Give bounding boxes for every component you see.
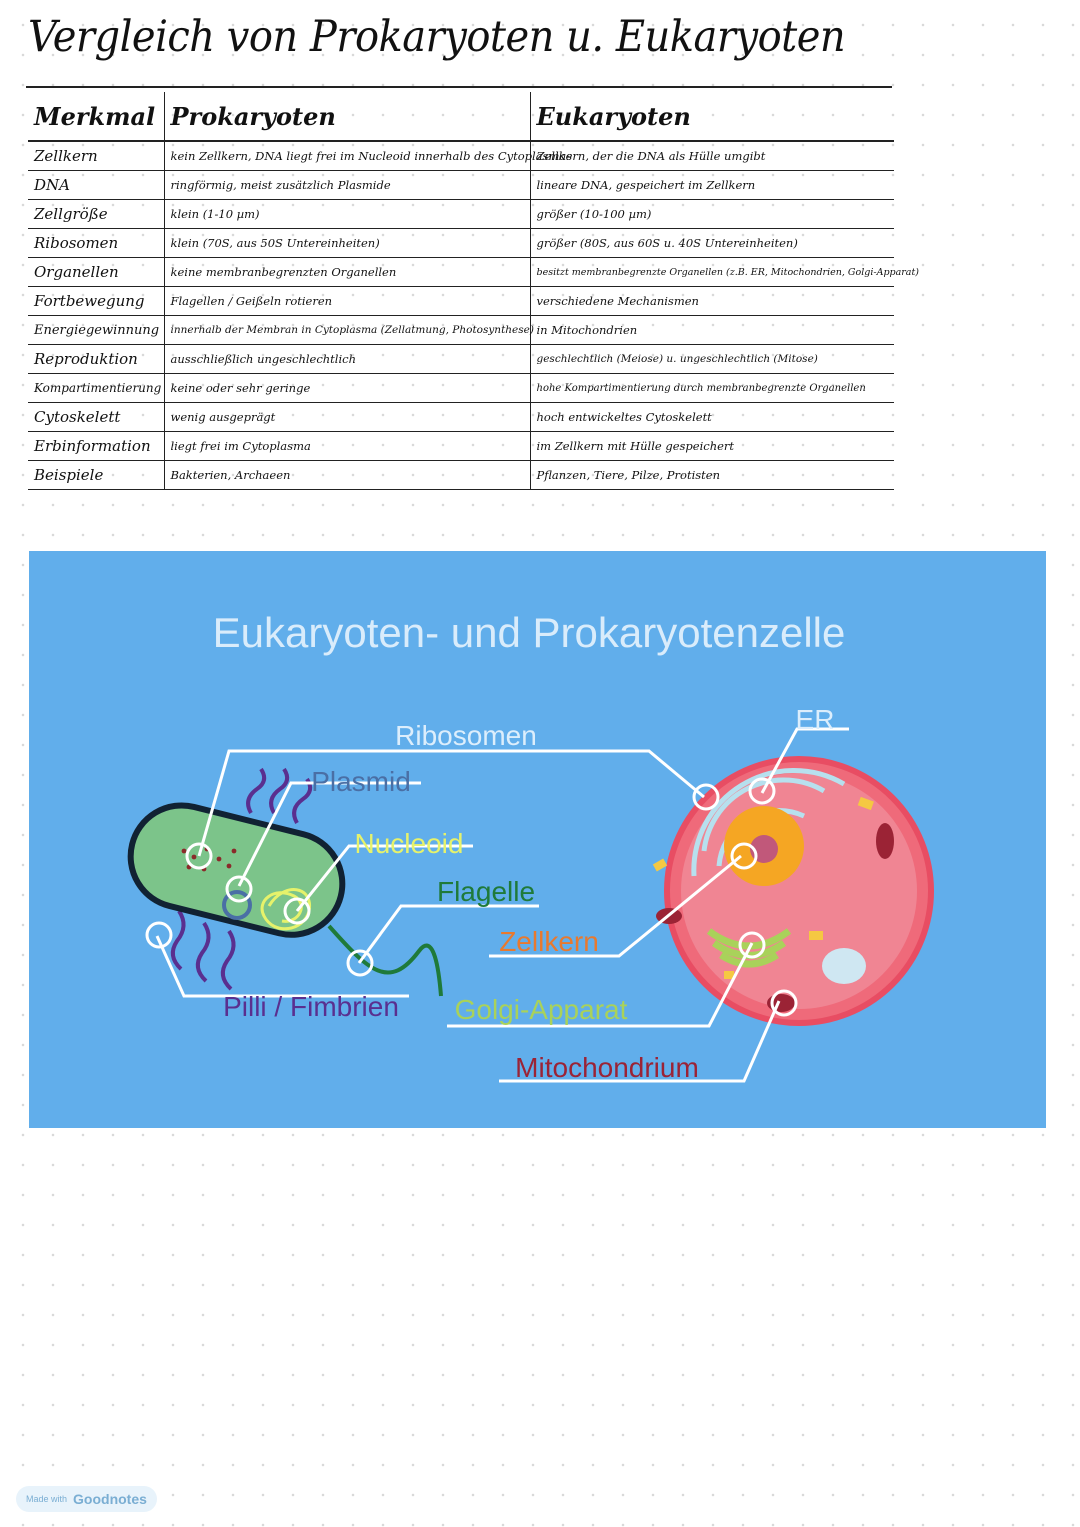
cell-diagram-svg xyxy=(29,551,1046,1128)
row-prokaryoten: wenig ausgeprägt xyxy=(164,403,530,432)
row-prokaryoten: liegt frei im Cytoplasma xyxy=(164,432,530,461)
label-pilli: Pilli / Fimbrien xyxy=(223,991,399,1022)
row-eukaryoten: besitzt membranbegrenzte Organellen (z.B. ER, Mitochondrien, Golgi-Apparat) xyxy=(530,258,894,287)
table-row xyxy=(28,258,894,287)
row-key: Erbinformation xyxy=(28,432,164,461)
table-row xyxy=(28,403,894,432)
table-row xyxy=(28,229,894,258)
row-key: Cytoskelett xyxy=(28,403,164,432)
label-ribosomen: Ribosomen xyxy=(395,720,537,751)
label-golgi: Golgi-Apparat xyxy=(454,994,628,1025)
goodnotes-brand: Goodnotes xyxy=(73,1491,147,1507)
table-row xyxy=(28,432,894,461)
label-plasmid: Plasmid xyxy=(311,766,411,797)
row-key: Zellgröße xyxy=(28,200,164,229)
table-row xyxy=(28,287,894,316)
table-header-row xyxy=(28,92,894,141)
made-with-text: Made with xyxy=(26,1494,68,1504)
row-key: Organellen xyxy=(28,258,164,287)
header-eukaryoten: Eukaryoten xyxy=(530,92,894,141)
row-eukaryoten: verschiedene Mechanismen xyxy=(530,287,894,316)
table-row xyxy=(28,461,894,490)
goodnotes-badge xyxy=(16,1486,157,1512)
row-prokaryoten: ringförmig, meist zusätzlich Plasmide xyxy=(164,171,530,200)
table-row xyxy=(28,171,894,200)
row-key: Ribosomen xyxy=(28,229,164,258)
row-eukaryoten: Pflanzen, Tiere, Pilze, Protisten xyxy=(530,461,894,490)
row-prokaryoten: klein (1-10 µm) xyxy=(164,200,530,229)
row-eukaryoten: größer (80S, aus 60S u. 40S Untereinheiten) xyxy=(530,229,894,258)
figure-title: Eukaryoten- und Prokaryotenzelle xyxy=(212,609,846,656)
table-row xyxy=(28,374,894,403)
comparison-table xyxy=(28,92,919,490)
label-flagelle: Flagelle xyxy=(436,876,536,907)
row-prokaryoten: kein Zellkern, DNA liegt frei im Nucleoid innerhalb des Cytoplasmas xyxy=(164,141,530,171)
cell-comparison-figure xyxy=(29,551,1046,1128)
row-key: Reproduktion xyxy=(28,345,164,374)
row-prokaryoten: innerhalb der Membran in Cytoplasma (Zellatmung, Photosynthese) xyxy=(164,316,530,345)
row-eukaryoten: größer (10-100 µm) xyxy=(530,200,894,229)
row-prokaryoten: ausschließlich ungeschlechtlich xyxy=(164,345,530,374)
row-eukaryoten: hoch entwickeltes Cytoskelett xyxy=(530,403,894,432)
row-prokaryoten: Flagellen / Geißeln rotieren xyxy=(164,287,530,316)
row-eukaryoten: in Mitochondrien xyxy=(530,316,894,345)
row-key: Zellkern xyxy=(28,141,164,171)
table-row xyxy=(28,316,894,345)
row-eukaryoten: hohe Kompartimentierung durch membranbegrenzte Organellen xyxy=(530,374,894,403)
label-mitochondrium: Mitochondrium xyxy=(515,1052,699,1083)
table-row xyxy=(28,141,894,171)
label-nucleoid: Nucleoid xyxy=(354,828,464,859)
table-row xyxy=(28,345,894,374)
row-prokaryoten: Bakterien, Archaeen xyxy=(164,461,530,490)
row-key: Kompartimentierung xyxy=(28,374,164,403)
table-row xyxy=(28,200,894,229)
row-eukaryoten: geschlechtlich (Meiose) u. ungeschlechtlich (Mitose) xyxy=(530,345,894,374)
row-key: Beispiele xyxy=(28,461,164,490)
row-eukaryoten: lineare DNA, gespeichert im Zellkern xyxy=(530,171,894,200)
row-key: Fortbewegung xyxy=(28,287,164,316)
row-prokaryoten: klein (70S, aus 50S Untereinheiten) xyxy=(164,229,530,258)
label-er: ER xyxy=(795,704,835,735)
page-title: Vergleich von Prokaryoten u. Eukaryoten xyxy=(28,12,846,62)
flagellum-shape xyxy=(329,926,441,996)
row-prokaryoten: keine oder sehr geringe xyxy=(164,374,530,403)
row-key: Energiegewinnung xyxy=(28,316,164,345)
row-eukaryoten: Zellkern, der die DNA als Hülle umgibt xyxy=(530,141,894,171)
title-underline xyxy=(26,86,892,88)
row-key: DNA xyxy=(28,171,164,200)
label-zellkern: Zellkern xyxy=(499,926,599,957)
row-prokaryoten: keine membranbegrenzten Organellen xyxy=(164,258,530,287)
header-merkmal: Merkmal xyxy=(28,92,164,141)
vacuole-shape xyxy=(822,948,866,984)
row-eukaryoten: im Zellkern mit Hülle gespeichert xyxy=(530,432,894,461)
header-prokaryoten: Prokaryoten xyxy=(164,92,530,141)
